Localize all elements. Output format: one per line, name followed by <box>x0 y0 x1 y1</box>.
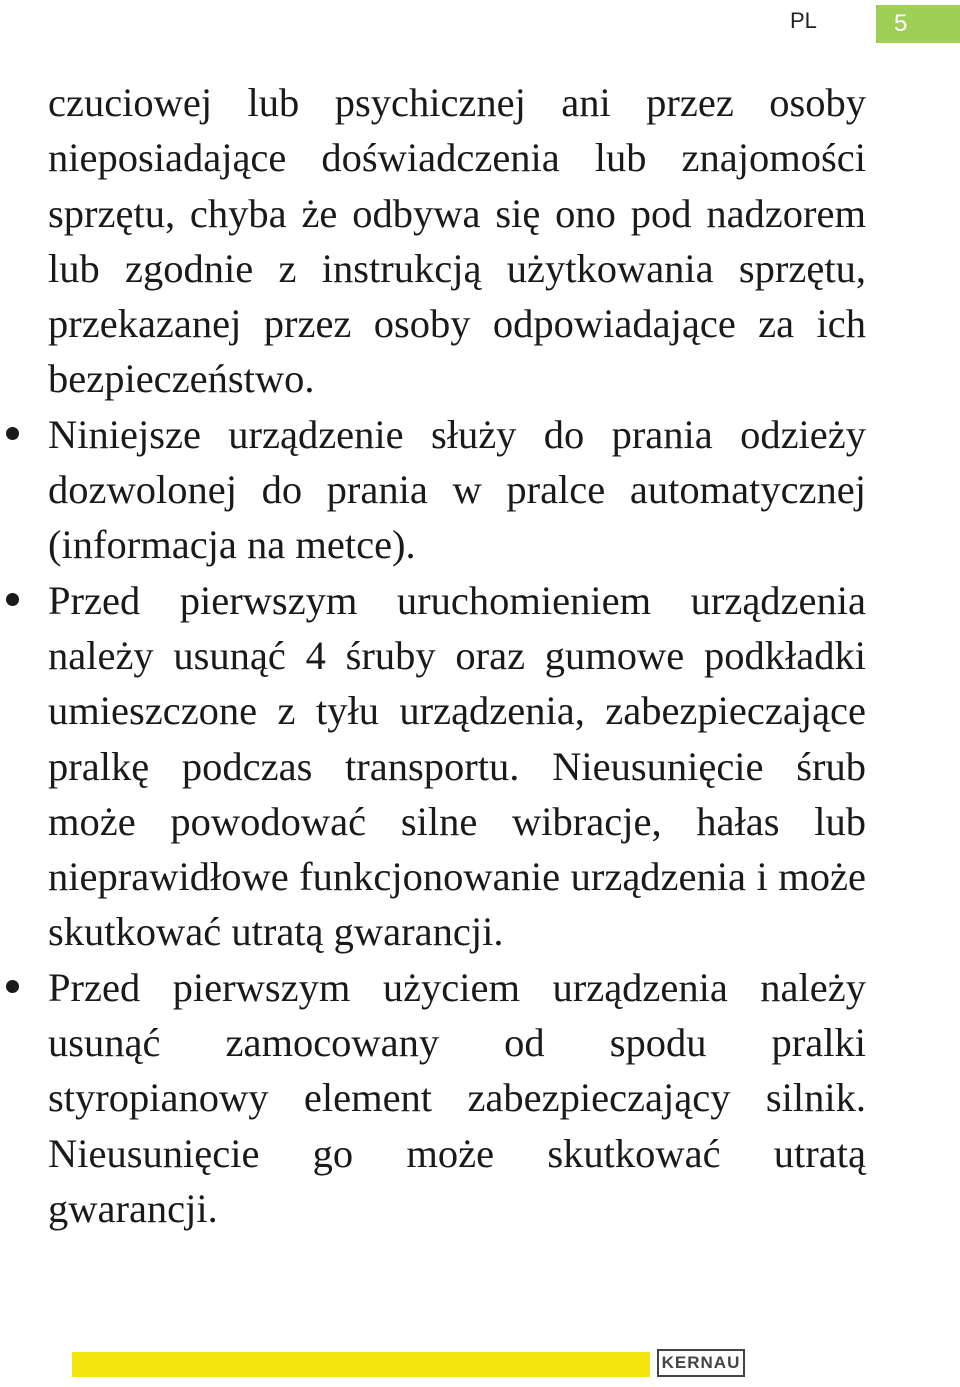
bullet-list-item <box>48 407 866 573</box>
bullet-icon <box>6 593 19 606</box>
bullet-text: Przed pierwszym uruchomieniem urządzenia należy usunąć 4 śruby oraz gumowe podkładki umieszczone z tyłu urządzenia, zabezpieczające pralkę podczas transportu. Nieusunięcie śrub może powodować silne wibracje, hałas lub nieprawidłowe funkcjonowanie urządzenia i może skutkować utratą gwarancji. <box>48 577 866 955</box>
paragraph: czuciowej lub psychicznej ani przez osoby nieposiadające doświadczenia lub znajomości sprzętu, chyba że odbywa się ono pod nadzorem lub zgodnie z instrukcją użytkowania sprzętu, przekazanej przez osoby odpowiadające za ich bezpieczeństwo. <box>48 80 866 402</box>
bullet-list-item <box>48 573 866 960</box>
bullet-text: Przed pierwszym użyciem urządzenia należy usunąć zamocowany od spodu pralki styropianowy element zabezpieczający silnik. Nieusunięcie go może skutkować utratą gwarancji. <box>48 964 866 1231</box>
main-text <box>48 75 866 1236</box>
bullet-icon <box>6 980 19 993</box>
bullet-icon <box>6 427 19 440</box>
language-label: PL <box>790 8 817 33</box>
bullet-list-item <box>48 960 866 1236</box>
brand-logo: KERNAU <box>657 1349 745 1377</box>
footer-bar <box>72 1352 650 1377</box>
page-number: 5 <box>876 5 960 43</box>
bullet-text: Niniejsze urządzenie służy do prania odzieży dozwolonej do prania w pralce automatycznej (informacja na metce). <box>48 411 866 568</box>
